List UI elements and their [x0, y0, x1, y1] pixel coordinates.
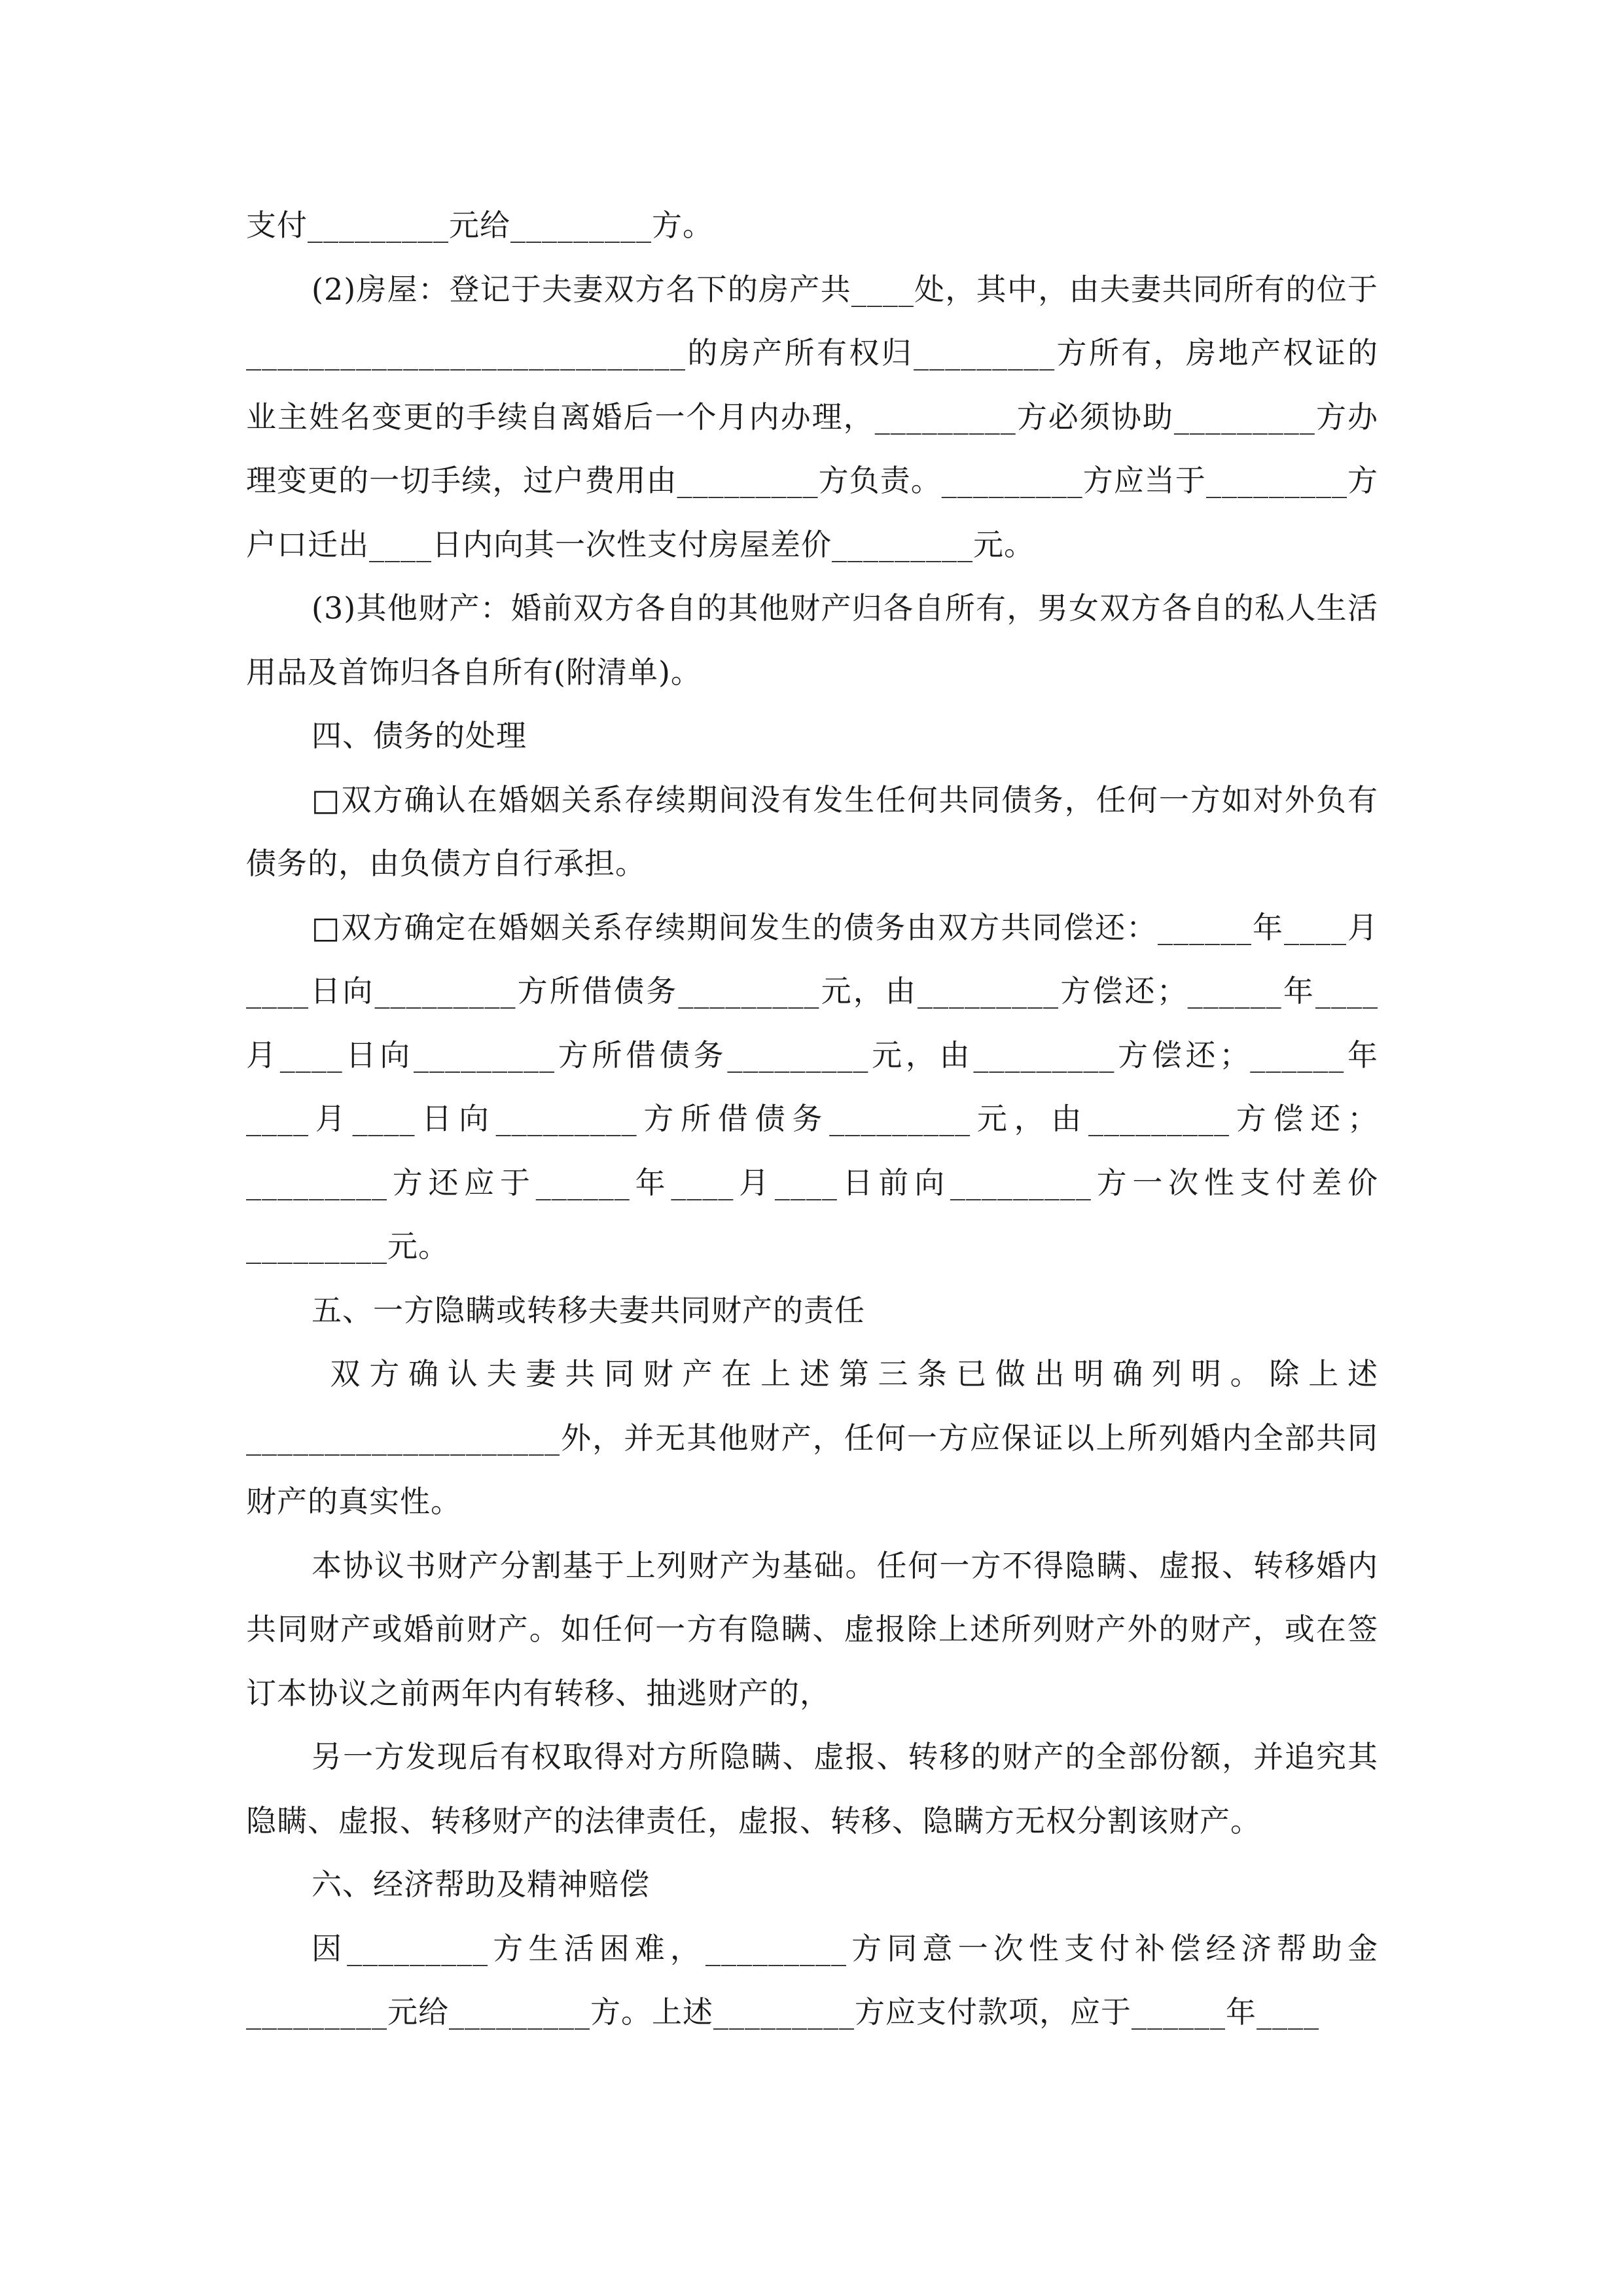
paragraph-division-basis: 本协议书财产分割基于上列财产为基础。任何一方不得隐瞒、虚报、转移婚内共同财产或婚前财产。如任何一方有隐瞒、虚报除上述所列财产外的财产，或在签订本协议之前两年内有转移、抽逃财产的， [246, 1547, 1378, 1711]
paragraph-other-property-clause: (3)其他财产：婚前双方各自的其他财产归各自所有，男女双方各自的私人生活用品及首饰归各自所有(附清单)。 [246, 590, 1378, 690]
paragraph-payment-line: 支付_________元给_________方。 [246, 207, 713, 243]
paragraph-economic-assistance: 因_________方生活困难，_________方同意一次性支付补偿经济帮助金_________元给_________方。上述_________方应支付款项，应于______年____ [246, 1930, 1378, 2030]
paragraph-house-clause: (2)房屋：登记于夫妻双方名下的房产共____处，其中，由夫妻共同所有的位于____________________________的房产所有权归_________方所有，房地产权证的业主姓名变更的手续自离婚后一个月内办理，_________方必须协助_________方办理变更的一切手续，过户费用由_________方负责。_________方应当于_________方户口迁出____日内向其一次性支付房屋差价_________元。 [246, 271, 1378, 562]
section-heading-concealment: 五、一方隐瞒或转移夫妻共同财产的责任 [312, 1292, 865, 1328]
document-body [246, 194, 1378, 2045]
section-heading-debts: 四、债务的处理 [312, 718, 527, 753]
paragraph-property-confirmation: 双方确认夫妻共同财产在上述第三条已做出明确列明。除上述____________________外，并无其他财产，任何一方应保证以上所列婚内全部共同财产的真实性。 [246, 1356, 1379, 1519]
paragraph-shared-debt-option: □双方确定在婚姻关系存续期间发生的债务由双方共同偿还：______年____月____日向_________方所借债务_________元，由_________方偿还；______年____月____日向_________方所借债务_________元，由_________方偿还；______年____月____日向_________方所借债务_________元，由_________方偿还；_________方还应于______年____月____日前向_________方一次性支付差价_________元。 [246, 909, 1379, 1264]
section-heading-compensation: 六、经济帮助及精神赔偿 [312, 1867, 650, 1902]
paragraph-no-debt-option: □双方确认在婚姻关系存续期间没有发生任何共同债务，任何一方如对外负有债务的，由负债方自行承担。 [246, 781, 1378, 881]
paragraph-concealment-liability: 另一方发现后有权取得对方所隐瞒、虚报、转移的财产的全部份额，并追究其隐瞒、虚报、转移财产的法律责任，虚报、转移、隐瞒方无权分割该财产。 [246, 1739, 1378, 1839]
